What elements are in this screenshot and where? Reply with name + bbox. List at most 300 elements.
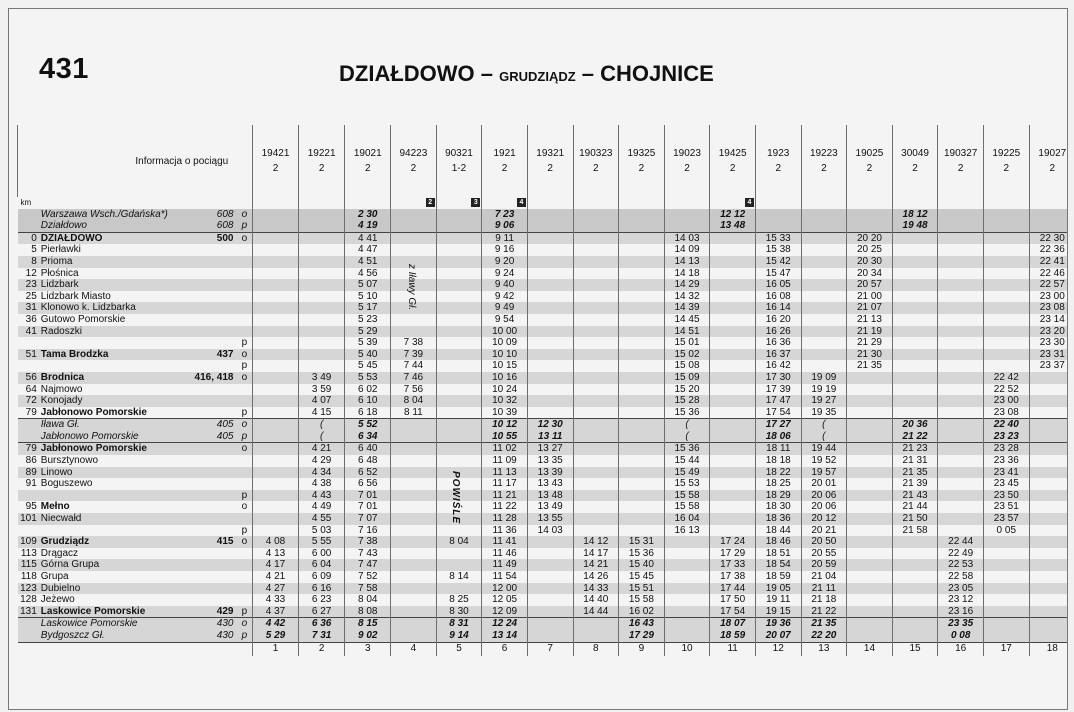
table-reference: 437 [184,349,237,361]
time-cell: 17 27 [755,419,801,431]
time-cell: 4 17 [253,559,299,571]
time-cell: 15 31 [619,536,665,548]
annotation-powisle: POWIŚLE [450,471,461,525]
time-cell: 15 42 [755,256,801,268]
time-cell: 17 54 [755,407,801,419]
time-cell: 11 49 [482,559,528,571]
time-cell [983,209,1029,221]
column-number: 15 [892,642,938,656]
station-name: Iława Gł. [39,419,184,431]
table-reference [184,571,237,583]
time-cell: 11 17 [482,478,528,490]
time-cell: 5 52 [345,419,391,431]
time-cell: 18 36 [755,513,801,525]
km-value: 115 [18,559,39,571]
time-cell: 23 28 [983,443,1029,455]
time-cell [983,594,1029,606]
time-cell: 7 07 [345,513,391,525]
time-cell: 7 31 [298,630,345,642]
time-cell: 6 52 [345,467,391,479]
time-cell: ( [801,431,847,443]
time-cell [527,209,573,221]
time-cell [1029,407,1068,419]
km-value [18,630,39,642]
time-cell: 19 11 [755,594,801,606]
time-cell [664,630,710,642]
train-column-header [892,125,938,197]
station-name: Jabłonowo Pomorskie [39,431,184,443]
time-cell [253,349,299,361]
time-cell [1029,384,1068,396]
time-cell [573,244,619,256]
time-cell: 9 16 [482,244,528,256]
arr-dep-marker [236,291,252,303]
table-reference [184,291,237,303]
table-reference [184,407,237,419]
time-cell [619,220,665,232]
badge-cell [847,197,893,209]
time-cell: 16 05 [755,279,801,291]
time-cell [847,443,893,455]
time-cell [436,395,482,407]
time-cell [436,407,482,419]
column-number: 10 [664,642,710,656]
time-cell [938,407,984,419]
km-value: 25 [18,291,39,303]
arr-dep-marker [236,279,252,291]
badge-cell [710,197,756,209]
train-column-header [938,125,984,197]
time-cell: 6 04 [298,559,345,571]
time-cell [847,372,893,384]
time-cell [253,490,299,502]
table-reference: 608 [184,220,237,232]
time-cell [892,606,938,618]
time-cell [710,326,756,338]
time-cell [253,291,299,303]
time-cell: 21 00 [847,291,893,303]
time-cell [619,501,665,513]
time-cell [847,571,893,583]
time-cell: ( [298,419,345,431]
time-cell: 3 59 [298,384,345,396]
table-reference [184,279,237,291]
time-cell [801,209,847,221]
station-name: Płośnica [39,268,184,280]
time-cell: 6 02 [345,384,391,396]
timetable [17,125,1068,656]
time-cell [755,209,801,221]
time-cell [1029,209,1068,221]
km-value [18,431,39,443]
time-cell [664,559,710,571]
time-cell [983,291,1029,303]
table-reference [184,501,237,513]
time-cell [983,337,1029,349]
train-column-header [253,125,299,197]
km-value: 0 [18,232,39,244]
time-cell: 17 29 [619,630,665,642]
time-cell: 16 20 [755,314,801,326]
time-cell: 8 14 [436,571,482,583]
time-cell: 5 40 [345,349,391,361]
station-name [39,525,184,537]
time-cell [391,478,437,490]
time-cell: 23 35 [938,618,984,630]
station-row [18,443,1069,455]
time-cell: 12 05 [482,594,528,606]
train-number: 90321 [445,148,473,159]
time-cell [938,372,984,384]
time-cell: 20 06 [801,501,847,513]
time-cell [1029,548,1068,560]
time-cell [847,490,893,502]
time-cell: 7 39 [391,349,437,361]
time-cell: 15 51 [619,583,665,595]
km-value: 5 [18,244,39,256]
station-row [18,571,1069,583]
time-cell [619,326,665,338]
time-cell [710,455,756,467]
time-cell [710,478,756,490]
info-label: Informacja o pociągu [18,125,253,197]
time-cell [253,326,299,338]
time-cell [847,618,893,630]
time-cell: 22 46 [1029,268,1068,280]
table-reference [184,583,237,595]
time-cell [527,536,573,548]
arr-dep-marker: p [236,431,252,443]
badge-cell [892,197,938,209]
time-cell: 15 01 [664,337,710,349]
time-cell [710,372,756,384]
column-number: 9 [619,642,665,656]
time-cell [892,395,938,407]
time-cell [391,571,437,583]
arr-dep-marker [236,583,252,595]
table-reference [184,443,237,455]
time-cell [391,467,437,479]
arr-dep-marker: p [236,220,252,232]
time-cell: 23 36 [983,455,1029,467]
time-cell: 21 58 [892,525,938,537]
station-row [18,594,1069,606]
train-class: 2 [364,163,371,174]
table-reference [184,256,237,268]
time-cell: 4 15 [298,407,345,419]
station-name: Górna Grupa [39,559,184,571]
time-cell: 20 30 [847,256,893,268]
arr-dep-marker: o [236,209,252,221]
time-cell: 12 30 [527,419,573,431]
time-cell [938,360,984,372]
column-number: 8 [573,642,619,656]
time-cell [573,314,619,326]
station-row [18,513,1069,525]
km-value [18,525,39,537]
time-cell: 10 39 [482,407,528,419]
time-cell [892,291,938,303]
station-name: Bursztynowo [39,455,184,467]
table-reference [184,548,237,560]
station-name: Warszawa Wsch./Gdańska*) [39,209,184,221]
time-cell: 6 00 [298,548,345,560]
time-cell [253,467,299,479]
time-cell: 20 12 [801,513,847,525]
train-class: 2 [638,163,645,174]
time-cell: 15 36 [664,407,710,419]
time-cell: 9 06 [482,220,528,232]
time-cell: 20 34 [847,268,893,280]
time-cell: 6 09 [298,571,345,583]
time-cell: 10 10 [482,349,528,361]
time-cell [892,360,938,372]
km-value: 123 [18,583,39,595]
time-cell [573,302,619,314]
arr-dep-marker [236,268,252,280]
time-cell [573,618,619,630]
km-value [18,360,39,372]
time-cell: 8 15 [345,618,391,630]
time-cell [801,279,847,291]
km-value: 113 [18,548,39,560]
time-cell [983,349,1029,361]
train-class: 2 [729,163,736,174]
time-cell [298,268,345,280]
arr-dep-marker [236,244,252,256]
time-cell [847,431,893,443]
km-value [18,419,39,431]
time-cell [938,490,984,502]
time-cell: 18 44 [755,525,801,537]
time-cell [938,337,984,349]
time-cell [664,594,710,606]
station-row [18,314,1069,326]
station-name: Drągacz [39,548,184,560]
time-cell: 11 21 [482,490,528,502]
time-cell [253,244,299,256]
time-cell [938,220,984,232]
time-cell [527,548,573,560]
time-cell: 6 40 [345,443,391,455]
time-cell: ( [801,419,847,431]
time-cell: 16 37 [755,349,801,361]
time-cell [892,583,938,595]
time-cell: 22 30 [1029,232,1068,244]
time-cell: 21 29 [847,337,893,349]
badge-cell [1029,197,1068,209]
time-cell [801,302,847,314]
time-cell [664,548,710,560]
time-cell: 14 09 [664,244,710,256]
train-number: 1921 [493,148,516,159]
time-cell: 12 24 [482,618,528,630]
station-name: Niecwałd [39,513,184,525]
station-name: Lidzbark Miasto [39,291,184,303]
time-cell: 11 41 [482,536,528,548]
time-cell: 8 31 [436,618,482,630]
station-name: Laskowice Pomorskie [39,606,184,618]
time-cell: 4 13 [253,548,299,560]
time-cell [253,384,299,396]
time-cell: 4 07 [298,395,345,407]
train-class: 2 [318,163,325,174]
time-cell: 15 08 [664,360,710,372]
column-number: 16 [938,642,984,656]
time-cell: 6 27 [298,606,345,618]
time-cell [710,337,756,349]
time-cell: 16 08 [755,291,801,303]
station-row [18,455,1069,467]
time-cell: 16 43 [619,618,665,630]
time-cell [527,220,573,232]
annotation-from-ilawa: z Iławy Gł. [406,264,417,311]
time-cell: 14 17 [573,548,619,560]
time-cell [1029,606,1068,618]
table-reference [184,490,237,502]
time-cell [710,501,756,513]
time-cell: 13 39 [527,467,573,479]
train-number: 190327 [943,148,978,159]
time-cell: 15 09 [664,372,710,384]
arr-dep-marker: o [236,232,252,244]
time-cell [253,431,299,443]
time-cell [527,606,573,618]
time-cell [938,279,984,291]
time-cell [298,232,345,244]
time-cell [573,431,619,443]
time-cell [619,337,665,349]
time-cell [892,268,938,280]
station-row [18,431,1069,443]
time-cell: 11 02 [482,443,528,455]
time-cell [892,326,938,338]
time-cell: 17 44 [710,583,756,595]
time-cell: 6 18 [345,407,391,419]
station-name: Działdowo [39,220,184,232]
time-cell: 14 40 [573,594,619,606]
time-cell: 14 03 [527,525,573,537]
time-cell: 15 38 [755,244,801,256]
time-cell: 22 40 [983,419,1029,431]
time-cell: 10 12 [482,419,528,431]
time-cell: 6 23 [298,594,345,606]
time-cell: 15 44 [664,455,710,467]
station-row [18,606,1069,618]
time-cell [938,256,984,268]
time-cell: 21 22 [892,431,938,443]
time-cell [391,326,437,338]
time-cell [573,630,619,642]
time-cell [573,279,619,291]
time-cell: 7 43 [345,548,391,560]
time-cell: 11 22 [482,501,528,513]
time-cell: 7 38 [391,337,437,349]
time-cell: 18 18 [755,455,801,467]
time-cell [527,407,573,419]
train-header-row [18,125,1069,197]
time-cell [436,268,482,280]
time-cell [298,360,345,372]
time-cell: 7 38 [345,536,391,548]
time-cell [527,360,573,372]
km-value: 86 [18,455,39,467]
time-cell: 15 02 [664,349,710,361]
badge-cell [391,197,437,209]
badge-cell [619,197,665,209]
time-cell [938,478,984,490]
time-cell [527,314,573,326]
time-cell: 15 33 [755,232,801,244]
time-cell: 20 57 [847,279,893,291]
time-cell: 17 29 [710,548,756,560]
time-cell [619,268,665,280]
time-cell: 17 39 [755,384,801,396]
time-cell: 7 56 [391,384,437,396]
time-cell: 14 51 [664,326,710,338]
station-row [18,220,1069,232]
km-value: 64 [18,384,39,396]
time-cell [619,419,665,431]
train-column-header [527,125,573,197]
info-badge: 2 [426,198,435,207]
time-cell [298,326,345,338]
time-cell [1029,594,1068,606]
column-number: 14 [847,642,893,656]
km-value: 101 [18,513,39,525]
station-name: Konojady [39,395,184,407]
time-cell: 16 04 [664,513,710,525]
table-reference: 608 [184,209,237,221]
time-cell [1029,431,1068,443]
time-cell: 20 36 [892,419,938,431]
time-cell: 23 23 [983,431,1029,443]
time-cell: 7 16 [345,525,391,537]
time-cell: 15 58 [664,501,710,513]
time-cell: 21 43 [892,490,938,502]
time-cell [253,302,299,314]
time-cell: 9 49 [482,302,528,314]
time-cell: 17 47 [755,395,801,407]
train-class: 2 [821,163,827,174]
time-cell: 19 27 [801,395,847,407]
train-class: 2 [272,163,279,174]
train-column-header [482,125,528,197]
time-cell [619,490,665,502]
table-reference: 415 [184,536,237,548]
table-reference [184,268,237,280]
train-column-header [983,125,1029,197]
time-cell: 11 54 [482,571,528,583]
arr-dep-marker: o [236,536,252,548]
time-cell [527,337,573,349]
time-cell: 4 49 [298,501,345,513]
station-row [18,372,1069,384]
time-cell: 20 01 [801,478,847,490]
time-cell [391,209,437,221]
time-cell: 13 55 [527,513,573,525]
km-value: 79 [18,407,39,419]
line-number: 431 [39,53,89,85]
station-row [18,583,1069,595]
time-cell [298,337,345,349]
time-cell [938,395,984,407]
time-cell [983,220,1029,232]
time-cell [436,291,482,303]
time-cell: 22 36 [1029,244,1068,256]
time-cell [1029,395,1068,407]
time-cell: 4 21 [298,443,345,455]
